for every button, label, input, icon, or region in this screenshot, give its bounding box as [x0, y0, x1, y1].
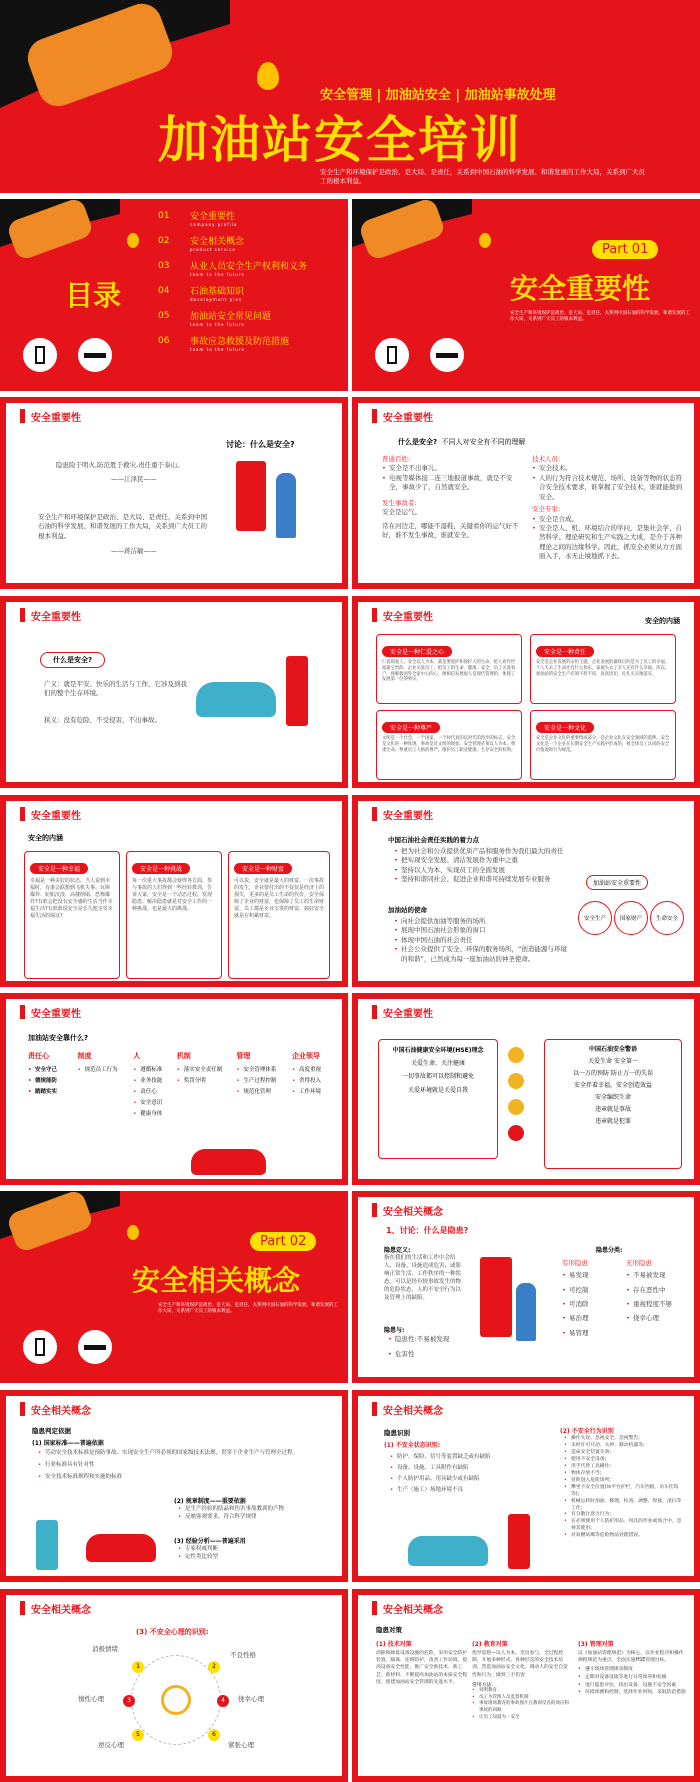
slide-11	[352, 993, 700, 1185]
text-block: 安全专家:	[532, 505, 561, 514]
column	[177, 1051, 233, 1120]
text-block: 安全重要性	[190, 212, 236, 222]
text-block: 6	[208, 1729, 220, 1741]
text-block: • 劳动安全技术标准是预防事故、实现安全生产所必须的国家级技术法规，贯穿于企业生产与管理全过程。	[38, 1450, 328, 1458]
text-block: 03	[158, 261, 170, 271]
text-block: • 安全技术标准规程和实施的标准	[38, 1474, 328, 1482]
slide-subtitle: 安全的内涵	[645, 617, 680, 625]
text-block: 安全是企业文化的重要组成部分，是企业文化在安全领域的延伸。安全文化是一个企业在长期安全生产实践中形成的、被全体员工认同的安全价值观和行为规范。	[536, 736, 670, 753]
text-block: • 责任心	[133, 1087, 173, 1098]
text-block: 有形隐患	[562, 1259, 588, 1267]
card	[376, 710, 522, 780]
text-block: 安全是一种责任	[536, 646, 594, 657]
text-block: • 安全技术。	[532, 464, 682, 473]
text-block: 无形隐患	[626, 1259, 652, 1267]
text-block: • 让员工知道为一安全	[472, 1715, 572, 1722]
text-block: 消极情绪	[92, 1645, 118, 1653]
cover-desc: 安全生产和环境保护是政治、是大局、是责任，关系到中国石油的科学发展、和谐发展的工作大局，关系到广大员工的根本利益。	[320, 168, 645, 186]
text-block: • 坚持和谐同社会、促进企业和谐可持续发展专业服务	[394, 875, 594, 884]
quote-author: ——江泽民——	[111, 475, 157, 483]
text-block: 事故应急救援及防范措施	[190, 337, 290, 347]
toc-item[interactable]	[158, 232, 348, 257]
text-block: • 冒险进入危险场所;	[564, 1478, 686, 1485]
text-block: 隐患识别	[384, 1429, 410, 1437]
column	[292, 1051, 332, 1120]
text-block: • 生产（施工）场地环境不良	[390, 1485, 530, 1496]
text-block: 仁爱即爱人，安全以人为本，就是要爱护和保护人的生命，把人看作世间最宝贵的。企业关爱员工，把员工的生命、健康、安全、员工关爱看户，视解救国外全家中心的心，源相信发展福人是现代管理的，体现了发展第一位的事实。	[382, 660, 516, 683]
text-block: development plan	[190, 297, 243, 302]
card	[376, 634, 522, 704]
card	[126, 851, 222, 979]
fuel-drop-icon	[127, 233, 139, 248]
text-block: • 安全是合成。	[532, 515, 682, 524]
text-block: (3) 经验分析——普遍采用	[174, 1538, 246, 1545]
column	[133, 1051, 173, 1120]
slide-header: 安全相关概念	[31, 1604, 91, 1616]
text-block: • 安全是不出事儿。	[382, 464, 522, 473]
text-block: • 德规能防	[28, 1076, 74, 1087]
text-block: • 生产过程控制	[236, 1076, 288, 1087]
text-block: • 可消除	[562, 1297, 620, 1311]
text-block: 每一次重大事故都会使得各方面，参与事故的人们得到一些经验教训，告诉大家，安全是一个动态过程。发现隐患、解决隐患就是对安全工作的一种挑战，也是最大的挑战。	[132, 878, 213, 912]
text-block: 技术人员:	[532, 455, 561, 463]
narrow-definition: 狭义：没有危险、不受侵害，不出事故。	[44, 716, 161, 724]
text-block: 消除和降低设备设施的危险，采用安全防护装置、隔离、连锁防护，改善工作环境，提高设备安全性能，推广安全新技术、新工艺、新材料、不断提高加油站的本质安全程度，创建加油站安全管理的先进水平。	[376, 1651, 468, 1685]
text-block: 制度	[77, 1052, 92, 1060]
slide-10	[0, 993, 348, 1185]
toc-item[interactable]	[158, 332, 348, 357]
circle-label: 生命安全	[650, 901, 684, 935]
slide-header: 安全相关概念	[31, 1405, 91, 1417]
text-block: • 体现中国石油的社会责任	[394, 936, 570, 945]
column	[236, 1051, 288, 1120]
text-block: • 员工为管理人员监督机制	[472, 1695, 572, 1702]
slide-17	[352, 1589, 700, 1782]
text: 安全生产和环境保护是政治、是大局、是责任，关系到中国石油的科学发展、和谐发展的工作大局，关系到广大员工的根本利益。	[38, 513, 207, 540]
text-block: • 舍得投入	[292, 1076, 332, 1087]
card	[378, 1039, 498, 1159]
gas-pump-illustration	[286, 656, 308, 726]
text-block: • 不易被发现	[626, 1268, 686, 1282]
text-block: • 电视等媒体接二连三地报道事故，就是不安全，事故少了，自然就安全。	[382, 474, 522, 493]
slide-subtitle: 安全的内涵	[28, 834, 63, 842]
circle-label: 国家财产	[614, 901, 648, 935]
text-block: 责任心	[28, 1052, 49, 1060]
text-block: • 业务技能	[133, 1076, 173, 1087]
text-block: 关爱环境就是关爱自我	[407, 1086, 468, 1094]
card	[228, 851, 330, 979]
text-block: 不良性格	[230, 1651, 256, 1659]
text-block: 4	[217, 1695, 229, 1707]
text-block: • 把实现安全发展、清洁发展作为重中之重	[394, 856, 594, 865]
slide-header: 安全重要性	[383, 1008, 433, 1020]
toc-slide	[0, 199, 348, 391]
text-block: • 定期对设备设施等进行日常保养和检修	[578, 1674, 686, 1682]
text-block: 不同人对安全有不同的理解	[441, 438, 526, 446]
text-block: 05	[158, 311, 170, 321]
text-block: • 展现中国石油社会形象的窗口	[394, 926, 570, 935]
text-block: • 工作环境	[292, 1087, 332, 1098]
text-block: • 是生产经验的结晶和伤害事故教训的产物	[178, 1506, 328, 1514]
text-block: 04	[158, 286, 170, 296]
slide-header: 安全重要性	[31, 810, 81, 822]
text-block: 安全是一种财富	[234, 863, 292, 874]
text-block: 什么是安全?	[398, 438, 438, 446]
question	[398, 437, 526, 447]
text-block: 隐患定义:	[384, 1247, 411, 1254]
toc-item[interactable]	[158, 282, 348, 307]
text-block: • 反映客观要求，符合科学规律	[178, 1514, 328, 1522]
text-block: • 设备、设施、工具附件有缺陷	[390, 1463, 530, 1474]
text-block: 人	[133, 1052, 141, 1060]
slide-7	[352, 596, 700, 788]
text-block: 幸福是一种美好的状态。当人说到幸福时，有谁会联想到飞机失事、瓦斯爆炸、轮船沉没、高楼倒塌、恐怖爆炸?有谁会把没有安全感的生活当作幸福生活?有谁敢说安全是长久地享受幸福生活的保证?	[30, 878, 113, 919]
slide-subtitle: 中国石油社会责任实践的着力点	[388, 836, 479, 844]
text-block: • 对易燃易爆等危险物品处理错误。	[564, 1533, 686, 1540]
car-icon	[508, 1125, 524, 1141]
text-block: • 安全守己	[28, 1065, 74, 1076]
slide-4	[0, 397, 348, 589]
text-block: 1	[132, 1661, 144, 1673]
text-block: 中国石油健康安全环境(HSE)理念	[392, 1047, 484, 1054]
question: 什么是安全?	[40, 652, 105, 668]
column	[78, 1051, 130, 1120]
text-block: • 踏踏实实	[28, 1087, 74, 1098]
text-block: • 机械运转时加油、修理、检查、调整、焊接、清扫等工作;	[564, 1499, 686, 1513]
text-block: 加油站安全常见问题	[190, 312, 272, 322]
slide-8	[0, 795, 348, 987]
slide-header: 安全重要性	[383, 810, 433, 822]
text-block: • 专家权威判断	[178, 1546, 328, 1554]
text-block: 隐患判定依据	[32, 1427, 71, 1435]
fuel-drop-icon	[257, 62, 279, 90]
text-block: • 把为社会和公众提供优质产品和服务作为我们最大的责任	[394, 847, 594, 856]
text-block: • 定性类比较型	[178, 1554, 328, 1562]
slide-15	[352, 1390, 700, 1582]
text-block: • 重视程度不够	[626, 1297, 686, 1311]
text-block: 安全是运气。	[382, 508, 421, 517]
text-block: • 规范员工行为	[78, 1065, 130, 1076]
toc-item[interactable]	[158, 307, 348, 332]
fuel-drop-icon	[479, 233, 491, 248]
key-icon	[508, 1099, 524, 1115]
text-block: • 奖罚分明	[177, 1076, 233, 1087]
worker-illustration	[276, 473, 296, 538]
text-block: • 坚持以人为本、实现员工的全面发展	[394, 866, 594, 875]
text-block: team to the future	[190, 347, 245, 352]
text-block: • 说明教育	[472, 1688, 572, 1695]
slide-header: 安全相关概念	[383, 1405, 443, 1417]
part-desc: 安全生产和环境保护是政治、是大局、是责任，关系到中国石油的科学发展、和谐发展的工作大局，关系到广大员工的根本利益。	[510, 311, 690, 323]
text-block: • 个人防护用品、用具缺少或有缺陷	[390, 1474, 530, 1485]
text-block: • 规范化管理	[236, 1087, 288, 1098]
text-block: • 安全是人、机、环境结合的学问，是集社会学、自然科学、理论研究和生产实践之大成，是介于各种理论之间的边缘科学。因此，抓安全必须从方方面面入手，永无止境地抓下去。	[532, 524, 682, 562]
text-block: 以一万的预防 防止万一的失误	[573, 1070, 653, 1077]
text-block: • 事故现场教育的事故图片在教训反省的效应和事故的回顾	[472, 1701, 572, 1715]
text-block: 常在河边走，哪能不湿鞋，关键看你的运气好不好，谁不发生事故，谁就安全。	[382, 521, 519, 539]
discussion: 讨论：什么是安全?	[226, 440, 295, 449]
text-block: 一切事故都可以控制和避免	[401, 1073, 474, 1081]
text-block: 普通百姓:	[382, 455, 411, 463]
text-block: 文明是一个社会，一个国家，一个时代真的以时代的进步的标志，安全是文化的一种体现，事故是反文明的现象。安全管理必须以人为本，尊重生命、尊重员工人格的尊严，维护员工职业健康、生存安全的权利。	[382, 736, 516, 753]
text-block: • 易治理	[562, 1311, 620, 1325]
icon-column	[508, 1047, 524, 1141]
text-block: • 安全意识	[133, 1098, 173, 1109]
text-block: 关爱生命 安全第一	[588, 1058, 638, 1065]
text-block: 2	[208, 1661, 220, 1673]
text-block: 石油基础知识	[190, 287, 245, 297]
card	[530, 710, 676, 780]
part-desc: 安全生产和环境保护是政治、是大局、是责任，关系到中国石油的科学发展、和谐发展的工作大局，关系到广大员工的根本利益。	[158, 1303, 338, 1315]
car-illustration	[191, 1149, 266, 1175]
text-block: 侥幸心理	[238, 1695, 264, 1703]
text-block: 安全编织生命	[594, 1094, 631, 1101]
text-block: • 人的行为符合技术规范、场所、设备等物的状态符合安全技术要求，谁掌握了安全技术，谁就能做到安全。	[532, 474, 682, 502]
text-block: 发生事故者:	[382, 498, 417, 507]
text-block: 安全是一种幸福	[30, 863, 88, 874]
slide-subtitle: 加油站安全靠什么?	[28, 1034, 89, 1042]
text-block: • 隐患性:不易被发现	[388, 1335, 449, 1344]
part2-slide	[0, 1191, 348, 1383]
text-block: 隐患与:	[384, 1327, 405, 1334]
column	[28, 1051, 74, 1120]
text-block: 管理	[236, 1052, 251, 1060]
text-block: 安全是企业发展的永恒主题，企业发展的最终目的是为了员工的幸福。个人失去了生命还有什么快乐，家庭失去了亲人还有什么幸福。所以，加油站的安全生产必须不折不扣、真真切切、扎扎实实地落实。	[536, 660, 670, 677]
text-block: 以《加油站管理规范》为核心，以作业程序和操作规程规范为重点，全面实施HSE管理目标。	[578, 1651, 684, 1664]
gas-pump-illustration	[508, 1514, 530, 1569]
text-block: • 未经许可开动、关停、移动机器等;	[564, 1443, 686, 1450]
text-block: 02	[158, 236, 170, 246]
text-block: • 用手代替工具操作;	[564, 1464, 686, 1471]
text-block: 01	[158, 211, 170, 221]
text-block: • 使用不安全设备;	[564, 1457, 686, 1464]
car-illustration	[408, 1536, 488, 1566]
slide-header: 安全相关概念	[383, 1206, 443, 1218]
text-block: 安全伴着幸福，安全创造效益	[573, 1082, 652, 1089]
text-block: 3	[123, 1695, 135, 1707]
part-badge: Part 02	[250, 1232, 316, 1251]
text-block: 隐患对策	[376, 1626, 402, 1634]
text-block: • 安全管理体系	[236, 1065, 288, 1076]
slide-header: 安全重要性	[31, 412, 81, 424]
text-block: 违章就是犯罪	[594, 1118, 631, 1125]
no-phone-icon	[20, 335, 60, 375]
text-author: ——蒋洁敏——	[111, 547, 157, 555]
text-block: • 可控制	[562, 1283, 620, 1297]
slide-header: 安全重要性	[31, 1008, 81, 1020]
card	[24, 851, 120, 979]
slide-13	[352, 1191, 700, 1383]
part-badge: Part 01	[592, 240, 658, 259]
slide-header: 安全重要性	[31, 611, 81, 623]
cover-title: 加油站安全培训	[158, 111, 522, 169]
center-label: 加油站安全重要性	[586, 875, 648, 890]
question: 1、讨论：什么是隐患?	[386, 1226, 469, 1235]
text-block: • 健康身体	[133, 1109, 173, 1120]
text-block: 安全是一种文化	[536, 722, 594, 733]
text-block: 指导思想—以人为本，全员参与，全过程控制，开展多种形式、各种层次的安全技术培训，营造加油站安全文化，调动人的安全自觉性和行为，做到三不伤害	[472, 1651, 568, 1678]
text-block: • 有分散注意力行为;	[564, 1512, 686, 1519]
circle-label: 安全生产	[578, 901, 612, 935]
text-block: 紧张心理	[228, 1741, 254, 1749]
slide-9	[352, 795, 700, 987]
text-block: • 落实安全责任制	[177, 1065, 233, 1076]
text-block: 06	[158, 336, 170, 346]
text-block: 安全是一种尊严	[382, 722, 440, 733]
cover-subtitle: 安全管理 | 加油站安全 | 加油站事故处理	[320, 88, 556, 103]
fuel-drop-icon	[127, 1225, 139, 1240]
worker-illustration	[516, 1283, 536, 1341]
slide-5	[352, 397, 700, 589]
slide-6	[0, 596, 348, 788]
slide-header: 安全相关概念	[383, 1604, 443, 1616]
toc-item[interactable]	[158, 257, 348, 282]
text-block: (3) 管理对策	[578, 1641, 614, 1648]
text-block: team to the future	[190, 272, 245, 277]
text-block: • 防护、保险、信号等装置缺乏或有缺陷	[390, 1452, 530, 1463]
text-block: • 社会公众提供了安全、环保的服务场所，“创造能源与环境的和谐”，已然成为每一座加油站的神圣使命。	[394, 945, 570, 964]
text-block: 常用方法:	[472, 1682, 493, 1688]
card	[544, 1039, 682, 1169]
text-block: (1) 技术对策	[376, 1641, 412, 1648]
text-block: 5	[132, 1729, 144, 1741]
text-block: • 进行隐患评估，找出设备、设施不安全因素	[578, 1682, 686, 1690]
section-title: 加油站的使命	[388, 906, 427, 914]
car-illustration	[86, 1534, 156, 1562]
part-title: 安全相关概念	[132, 1264, 301, 1297]
text-block: • 高度重视	[292, 1065, 332, 1076]
text-block: (2) 不安全行为识别	[560, 1428, 614, 1435]
gas-pump-illustration	[236, 461, 266, 531]
text-block: • 行业标准具有针对性	[38, 1462, 328, 1470]
text-block: (3) 不安全心理的识别:	[136, 1628, 209, 1636]
slide-14	[0, 1390, 348, 1582]
text-block: • 造成安全装置失效;	[564, 1450, 686, 1457]
text-block: 关爱生命、关注健康	[410, 1060, 465, 1068]
part1-slide	[352, 199, 700, 391]
text-block: product service	[190, 247, 236, 252]
text-block: • 侥幸心理	[626, 1311, 686, 1325]
text-block: • 向社会提供加油等服务的场所	[394, 917, 570, 926]
car-illustration	[196, 682, 276, 717]
text-block: • 易发现	[562, 1268, 620, 1282]
quote: 隐患险于明火,防范胜于救灾,责任重于泰山。	[56, 461, 184, 469]
text-block: 指在我们的生活和工作中会给人、设备、设施造成危害，或影响正常生活、工作秩序的一种状态。可以是经有较事故发生的物的危险状态，人的不安全行为以及管理上的缺陷。	[384, 1255, 462, 1301]
gas-pump-illustration	[480, 1257, 512, 1337]
text-block: • 物体存放不当;	[564, 1471, 686, 1478]
slide-header: 安全重要性	[383, 611, 433, 623]
no-phone-icon	[372, 335, 412, 375]
cover-slide	[0, 0, 700, 193]
text-block: 安全是一种仁爱之心	[382, 646, 452, 657]
text-block: 逆反心理	[98, 1741, 124, 1749]
no-phone-icon	[20, 1327, 60, 1367]
broad-definition: 广义：就是平安、快乐的生活与工作，它涉及到我们的整个生存环境。	[44, 680, 187, 698]
gas-pump-illustration	[36, 1520, 58, 1570]
text-block: • 危害性	[388, 1350, 449, 1359]
text-block: (1) 国家标准——普遍依据	[32, 1440, 104, 1447]
text-block: (2) 规章制度——重要依据	[174, 1498, 246, 1505]
text-block: 安全相关概念	[190, 237, 245, 247]
text-block: 隐患分类:	[596, 1247, 623, 1254]
text-block: • 环境预测和控制，选择作业时间，采取防范措施	[578, 1689, 686, 1697]
text-block: 安全是一种挑战	[132, 863, 190, 874]
text-block: (2) 教育对策	[472, 1641, 508, 1648]
text-block: 机制	[176, 1052, 191, 1060]
text-block: • 攀坐不安全位置(如平台护栏，汽车挡板，吊车挂钩等);	[564, 1485, 686, 1499]
slide-header: 安全重要性	[383, 412, 433, 424]
toc-item[interactable]	[158, 207, 348, 232]
text-block: company profile	[190, 222, 238, 227]
part-title: 安全重要性	[510, 272, 651, 305]
text-block: 惰性心理	[78, 1695, 104, 1703]
text-block: • 遵循标准	[133, 1065, 173, 1076]
text-block: • 易管理	[562, 1326, 620, 1340]
text-block: team to the future	[190, 322, 245, 327]
card	[530, 634, 676, 704]
text-block: 可以说，安全就是最大的财富。一次事故的发生，企业要付出的不仅仅是经济上的损失，更多的是员工生命的代价，安全保障了企业的财富，也保障了员工的生命财富。员工都是企业宝贵的财富，搞好安全就是在积累财富。	[234, 878, 325, 919]
hardhat-icon	[508, 1047, 524, 1063]
text-block: 违章就是事故	[594, 1106, 631, 1113]
gear-icon	[508, 1073, 524, 1089]
no-smoking-icon	[75, 1327, 115, 1367]
toc-title: 目录	[65, 279, 122, 312]
no-smoking-icon	[427, 335, 467, 375]
text-block: • 在必须使用个人防护用品、用具的作业或场合中，忽视其使用;	[564, 1519, 686, 1533]
text-block: (1) 不安全状态识别:	[384, 1442, 441, 1449]
text-block: 企业领导	[291, 1052, 320, 1060]
text-block: • 遵守现场管理规章制度	[578, 1666, 686, 1674]
text-block: 中国石油安全警语	[588, 1046, 637, 1053]
text-block: 从业人员安全生产权利和义务	[190, 262, 308, 272]
no-smoking-icon	[75, 335, 115, 375]
text-block: • 操作失误，忽视安全，忽视警告;	[564, 1436, 686, 1443]
slide-16	[0, 1589, 348, 1782]
text-block: • 存在恶性中	[626, 1283, 686, 1297]
